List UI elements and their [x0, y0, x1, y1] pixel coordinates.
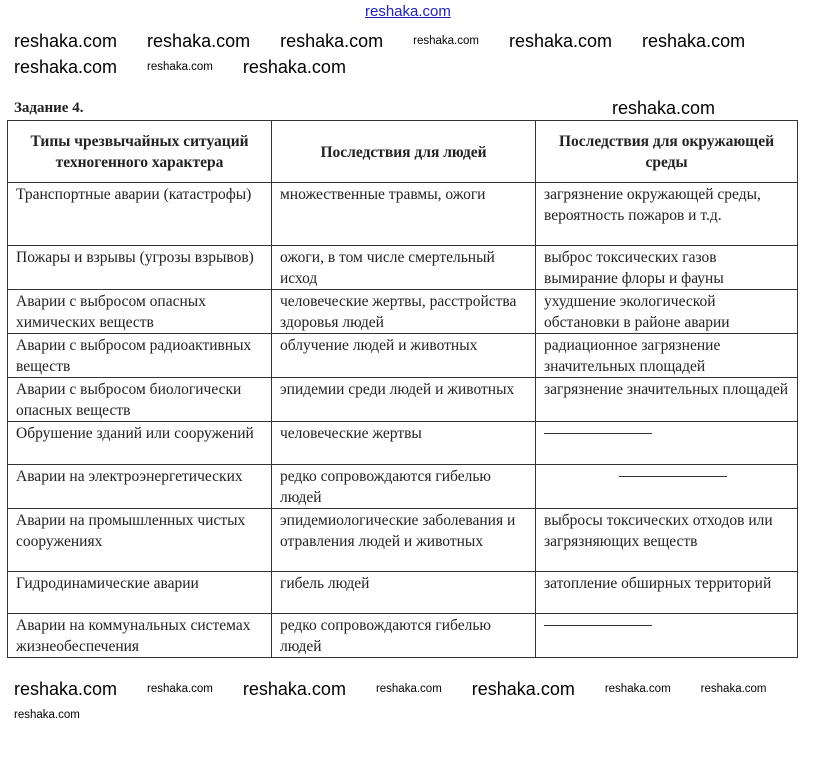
cell-type: Обрушение зданий или сооружений: [8, 422, 272, 465]
header-type: Типы чрезвычайных ситуаций техногенного характера: [8, 121, 272, 183]
watermark: reshaka.com: [413, 35, 479, 47]
cell-type: Аварии на промышленных чистых сооружениях: [8, 509, 272, 572]
cell-people: ожоги, в том числе смертельный исход: [272, 246, 536, 290]
cell-people: человеческие жертвы: [272, 422, 536, 465]
cell-environment: радиационное загрязнение значительных площадей: [536, 334, 798, 378]
cell-people: гибель людей: [272, 572, 536, 614]
table-row: [8, 572, 798, 614]
cell-type: Аварии с выбросом радиоактивных веществ: [8, 334, 272, 378]
watermark: reshaka.com: [14, 709, 80, 721]
blank-line: [619, 466, 727, 477]
cell-type: Аварии с выбросом опасных химических веществ: [8, 290, 272, 334]
watermark: reshaka.com: [14, 31, 118, 51]
cell-environment: [536, 422, 798, 465]
blank-line: [544, 423, 652, 434]
blank-line: [544, 615, 652, 626]
cell-environment: [536, 465, 798, 509]
table-row: [8, 509, 798, 572]
watermark: reshaka.com: [700, 683, 767, 695]
table-row: [8, 614, 798, 658]
cell-environment: выброс токсических газов вымирание флоры и фауны: [536, 246, 798, 290]
watermark: reshaka.com: [242, 57, 346, 77]
cell-environment: [536, 614, 798, 658]
cell-environment: выбросы токсических отходов или загрязняющих веществ: [536, 509, 798, 572]
table-row: [8, 422, 798, 465]
watermark: reshaka.com: [375, 683, 442, 695]
cell-type: Гидродинамические аварии: [8, 572, 272, 614]
watermark: reshaka.com: [508, 31, 613, 51]
cell-people: эпидемиологические заболевания и отравления людей и животных: [272, 509, 536, 572]
cell-environment: загрязнение окружающей среды, вероятность пожаров и т.д.: [536, 183, 798, 246]
cell-environment: загрязнение значительных площадей: [536, 378, 798, 422]
cell-type: Аварии с выбросом биологически опасных веществ: [8, 378, 272, 422]
table-row: [8, 246, 798, 290]
watermark: reshaka.com: [604, 683, 671, 695]
cell-type: Пожары и взрывы (угрозы взрывов): [8, 246, 272, 290]
cell-people: множественные травмы, ожоги: [272, 183, 536, 246]
cell-people: редко сопровождаются гибелью людей: [272, 614, 536, 658]
cell-environment: ухудшение экологической обстановки в районе аварии: [536, 290, 798, 334]
cell-type: Аварии на коммунальных системах жизнеобеспечения: [8, 614, 272, 658]
table-row: [8, 378, 798, 422]
watermark-area-bottom: [14, 678, 809, 726]
watermark: reshaka.com: [147, 683, 213, 695]
table-row: [8, 290, 798, 334]
cell-type: Аварии на электроэнергетических: [8, 465, 272, 509]
watermark: reshaka.com: [612, 98, 716, 118]
watermark: reshaka.com: [280, 31, 384, 51]
table-row: [8, 183, 798, 246]
watermark: reshaka.com: [642, 31, 746, 51]
header-environment: Последствия для окружающей среды: [536, 121, 798, 183]
header-people: Последствия для людей: [272, 121, 536, 183]
watermark: reshaka.com: [471, 679, 575, 699]
cell-people: человеческие жертвы, расстройства здоровья людей: [272, 290, 536, 334]
watermark: reshaka.com: [147, 31, 251, 51]
emergency-table: [7, 120, 798, 658]
table-row: [8, 465, 798, 509]
cell-people: эпидемии среди людей и животных: [272, 378, 536, 422]
watermark: reshaka.com: [242, 679, 346, 699]
cell-type: Транспортные аварии (катастрофы): [8, 183, 272, 246]
table-row: [8, 334, 798, 378]
cell-environment: затопление обширных территорий: [536, 572, 798, 614]
cell-people: облучение людей и животных: [272, 334, 536, 378]
watermark-area-top: [14, 30, 809, 78]
watermark: reshaka.com: [14, 57, 118, 77]
cell-people: редко сопровождаются гибелью людей: [272, 465, 536, 509]
watermark: reshaka.com: [14, 679, 118, 699]
table-header-row: [8, 121, 798, 183]
site-link[interactable]: reshaka.com: [365, 3, 451, 20]
task-title: Задание 4.: [14, 100, 84, 116]
watermark: reshaka.com: [147, 61, 213, 73]
